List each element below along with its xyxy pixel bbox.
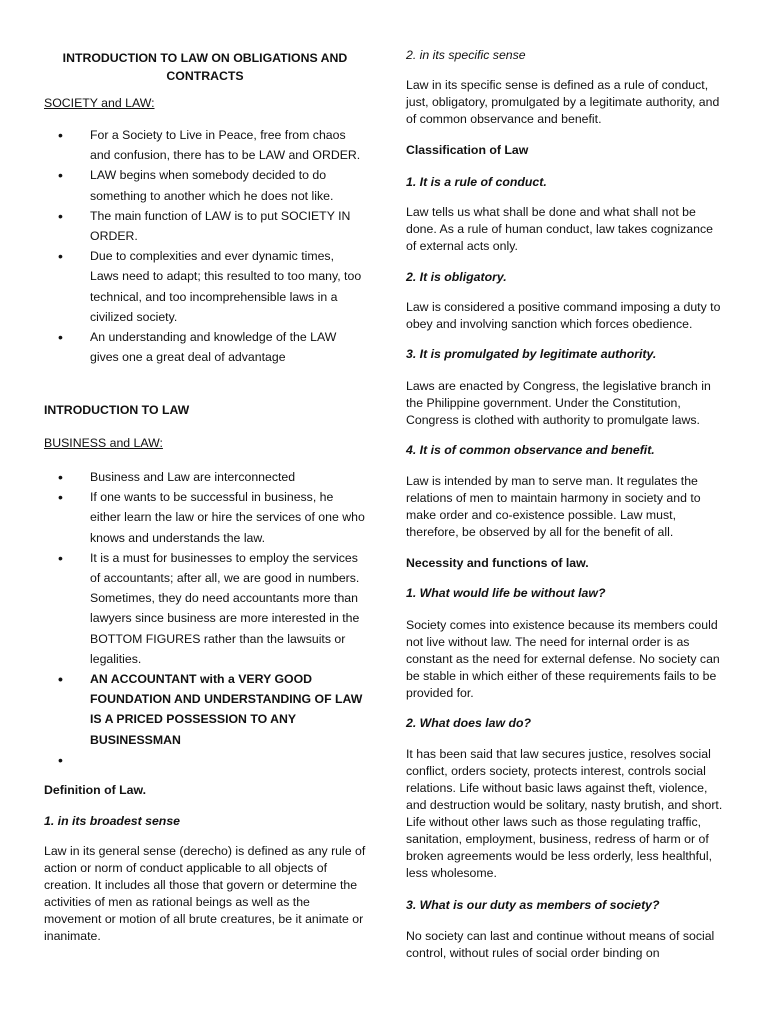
- question-1-text: Society comes into existence because its members could not live without law. The need for internal order is as constant as the need for external defense. No society can be stable in which either of these requirements fails to be provided for.: [406, 618, 720, 700]
- title-line-2: CONTRACTS: [166, 69, 244, 83]
- question-1-heading: 1. What would life be without law?: [406, 586, 606, 600]
- classification-heading: Classification of Law: [406, 143, 529, 157]
- broadest-sense-text: Law in its general sense (derecho) is defined as any rule of action or norm of conduct applicable to all objects of creation. It includes all those that govern or determine the activities of men as rational beings as well as the movement or motion of all brute creatures, be it animate or inanimate.: [44, 844, 366, 943]
- list-item: • AN ACCOUNTANT with a VERY GOOD FOUNDATION AND UNDERSTANDING OF LAW IS A PRICED POSSESSION TO ANY BUSINESSMAN: [44, 669, 366, 750]
- question-3-text: No society can last and continue without means of social control, without rules of social order binding on: [406, 929, 715, 960]
- list-item: • The main function of LAW is to put SOCIETY IN ORDER.: [44, 206, 366, 246]
- society-law-list: [44, 125, 366, 367]
- list-item: • Due to complexities and ever dynamic times, Laws need to adapt; this resulted to too many, too technical, and too incomprehensible laws in a civilized society.: [44, 246, 366, 327]
- definition-heading: Definition of Law.: [44, 783, 147, 797]
- promulgated-text: Laws are enacted by Congress, the legislative branch in the Philippine government. Under the Constitution, Congress is clothed with authority to promulgate laws.: [406, 379, 711, 427]
- list-item-empty: [44, 750, 366, 770]
- intro-to-law-heading: INTRODUCTION TO LAW: [44, 403, 190, 417]
- title-line-1: INTRODUCTION TO LAW ON OBLIGATIONS AND: [62, 51, 348, 65]
- list-item: • LAW begins when somebody decided to do something to another which he does not like.: [44, 165, 366, 205]
- list-item: • Business and Law are interconnected: [44, 467, 366, 487]
- rule-of-conduct-heading: 1. It is a rule of conduct.: [406, 175, 547, 189]
- society-law-heading: SOCIETY and LAW:: [44, 96, 155, 110]
- specific-sense-heading: 2. in its specific sense: [406, 48, 526, 62]
- question-3-heading: 3. What is our duty as members of society?: [406, 898, 660, 912]
- common-observance-text: Law is intended by man to serve man. It regulates the relations of men to maintain harmony in society and to make order and co-existence possible. Law must, therefore, be observed by all for the benefit of all.: [406, 474, 701, 539]
- list-item: • If one wants to be successful in business, he either learn the law or hire the services of one who knows and understands the law.: [44, 487, 366, 548]
- obligatory-text: Law is considered a positive command imposing a duty to obey and involving sanction which forces obedience.: [406, 300, 721, 331]
- document-title: [44, 49, 366, 85]
- specific-sense-text: Law in its specific sense is defined as a rule of conduct, just, obligatory, promulgated by a legitimate authority, and of common observance and benefit.: [406, 78, 720, 126]
- question-2-text: It has been said that law secures justice, resolves social conflict, orders society, protects interest, controls social relations. Life without basic laws against theft, violence, and destruction would be solitary, nasty brutish, and short. Life without other laws such as those regulating traffic, sanitation, employment, business, redress of harm or of broken agreements would be less orderly, less healthful, less wholesome.: [406, 747, 723, 880]
- question-2-heading: 2. What does law do?: [406, 716, 532, 730]
- promulgated-heading: 3. It is promulgated by legitimate authority.: [406, 347, 657, 361]
- broadest-sense-heading: 1. in its broadest sense: [44, 814, 180, 828]
- business-law-heading: BUSINESS and LAW:: [44, 436, 163, 450]
- obligatory-heading: 2. It is obligatory.: [406, 270, 507, 284]
- list-item: • An understanding and knowledge of the LAW gives one a great deal of advantage: [44, 327, 366, 367]
- business-law-list: [44, 467, 366, 770]
- necessity-heading: Necessity and functions of law.: [406, 556, 589, 570]
- common-observance-heading: 4. It is of common observance and benefit.: [406, 443, 655, 457]
- list-item: • For a Society to Live in Peace, free from chaos and confusion, there has to be LAW and ORDER.: [44, 125, 366, 165]
- list-item: • It is a must for businesses to employ the services of accountants; after all, we are good in numbers. Sometimes, they do need accountants more than lawyers since business are more interested in the BOTTOM FIGURES rather than the lawsuits or legalities.: [44, 548, 366, 669]
- rule-of-conduct-text: Law tells us what shall be done and what shall not be done. As a rule of human conduct, law takes cognizance of external acts only.: [406, 205, 713, 253]
